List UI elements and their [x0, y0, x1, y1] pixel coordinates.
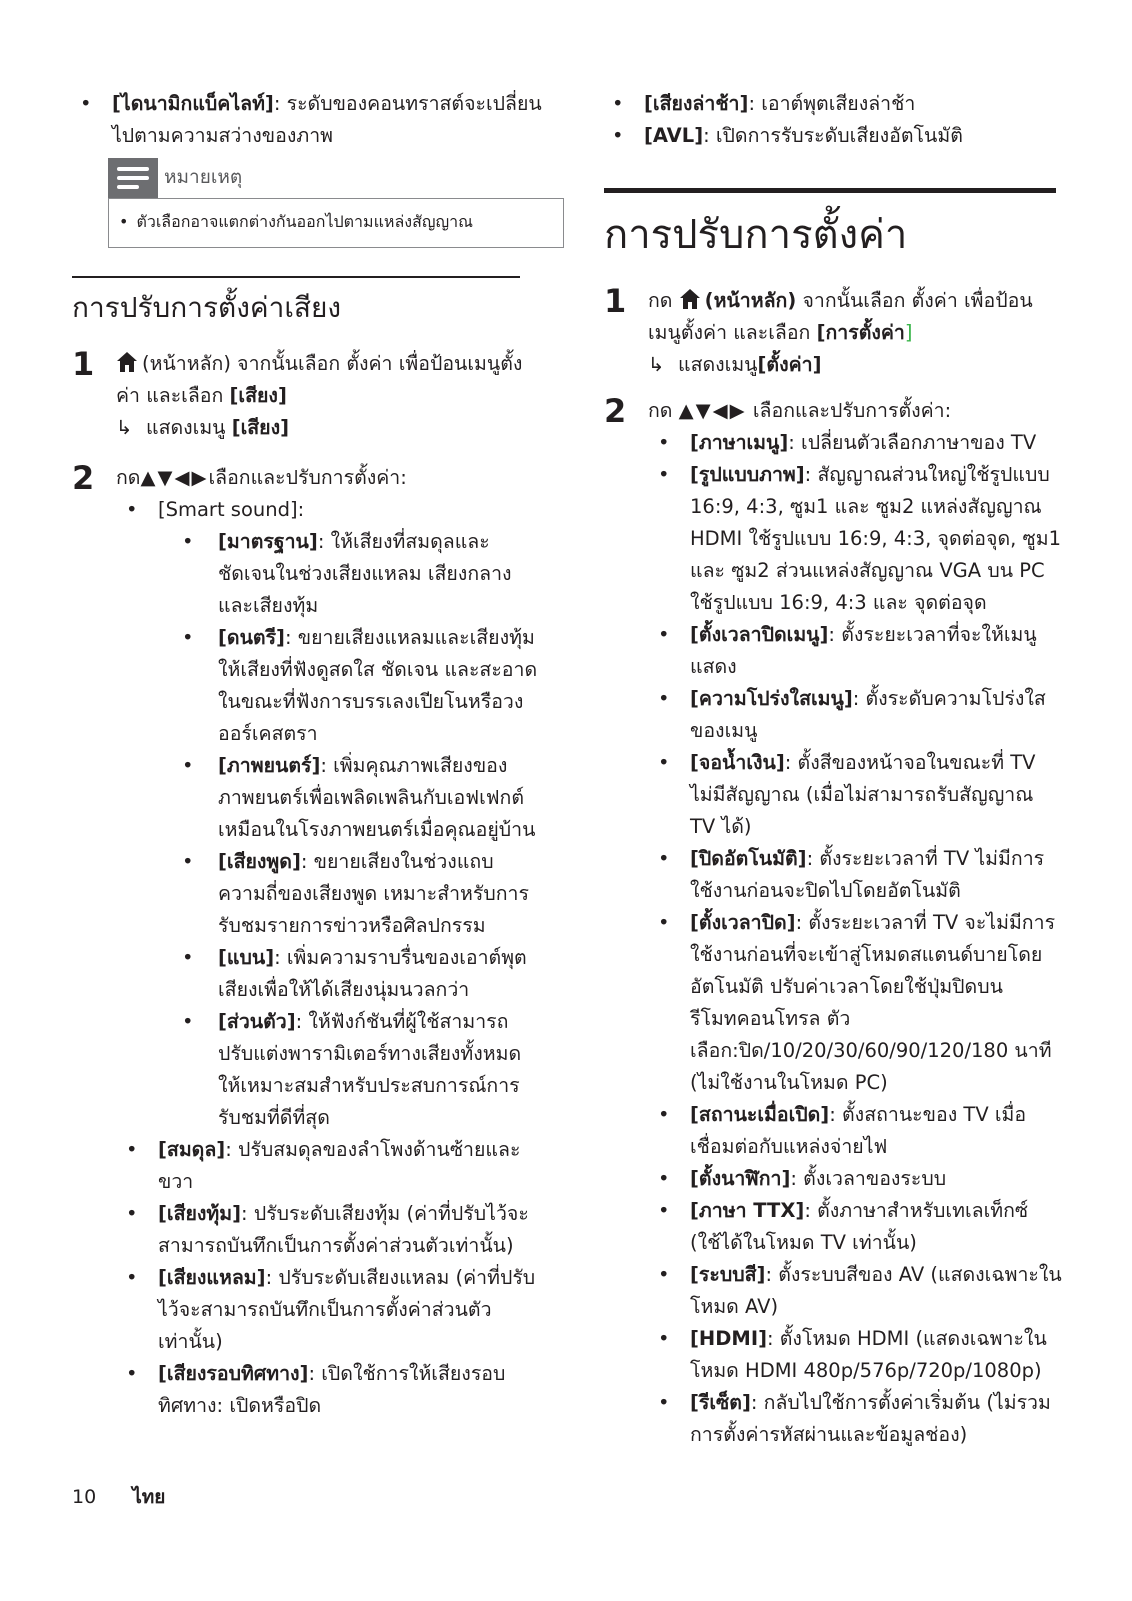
list-item: • [ความโปร่งใสเมนู]: ตั้งระดับความโปร่งใสของเมนู [650, 683, 1064, 747]
step-body: กด (หน้าหลัก) จากนั้นเลือก ตั้งค่า เพื่อป้อนเมนูตั้งค่า และเลือก [การตั้งค่า] [648, 289, 1033, 344]
list-item: • [ตั้งนาฬิกา]: ตั้งเวลาของระบบ [650, 1163, 1064, 1195]
list-item: • [ส่วนตัว]: ให้ฟังก์ชันที่ผู้ใช้สามารถปรับแต่งพารามิเตอร์ทางเสียงทั้งหมดให้เหมาะสมสำหรับประสบการณ์การรับชมที่ดีที่สุด [170, 1006, 542, 1134]
result-bold: [เสียง] [231, 416, 290, 439]
step-number: 2 [72, 459, 95, 497]
item-label: [Smart sound]: [158, 498, 305, 521]
step-number: 1 [604, 282, 627, 320]
item-label: [ไดนามิกแบ็คไลท์] [112, 92, 274, 115]
nav-arrows-icon: ▲▼◀▶ [140, 466, 209, 489]
page-number: 10 [72, 1486, 97, 1508]
sub-list [118, 494, 542, 1422]
step-body: กด ▲▼◀▶ เลือกและปรับการตั้งค่า: [648, 399, 952, 422]
note-content: • ตัวเลือกอาจแตกต่างกันออกไปตามแหล่งสัญญาณ [108, 198, 564, 248]
result-arrow-icon: ↳ [648, 353, 665, 376]
list-item: • [เสียงแหลม]: ปรับระดับเสียงแหลม (ค่าที่ปรับไว้จะสามารถบันทึกเป็นการตั้งค่าส่วนตัวเท่านั้น) [118, 1262, 542, 1358]
note-text: ตัวเลือกอาจแตกต่างกันออกไปตามแหล่งสัญญาณ [136, 212, 473, 231]
step-bold: [เสียง] [229, 384, 287, 407]
section-divider [604, 188, 1056, 193]
section-heading-sound: การปรับการตั้งค่าเสียง [72, 291, 342, 324]
smart-sound-list [170, 526, 542, 1134]
result-text: แสดงเมนู [146, 416, 232, 439]
section-divider [72, 276, 520, 278]
step-result: ↳ แสดงเมนู[ตั้งค่า] [648, 349, 1064, 381]
list-item: • [ระบบสี]: ตั้งระบบสีของ AV (แสดงเฉพาะในโหมด AV) [650, 1259, 1064, 1323]
step-number: 2 [604, 392, 627, 430]
note-title: หมายเหตุ [164, 166, 243, 188]
item-text: : ระดับของคอนทราสต์จะเปลี่ยนไปตามความสว่างของภาพ [112, 92, 542, 147]
step-2 [72, 459, 542, 497]
home-icon [679, 288, 701, 310]
list-item: • [ตั้งเวลาปิด]: ตั้งระยะเวลาที่ TV จะไม่มีการใช้งานก่อนที่จะเข้าสู่โหมดสแตนด์บายโดยอัตโนมัติ ปรับค่าเวลาโดยใช้ปุ่มปิดบนรีโมทคอนโทรล ตัวเลือก:ปิด/10/20/30/60/90/120/180 นาที (ไม่ใช้งานในโหมด PC) [650, 907, 1064, 1099]
list-item: • [เสียงรอบทิศทาง]: เปิดใช้การให้เสียงรอบทิศทาง: เปิดหรือปิด [118, 1358, 542, 1422]
list-item: • [สมดุล]: ปรับสมดุลของลำโพงด้านซ้ายและขวา [118, 1134, 542, 1198]
list-item: • [ปิดอัตโนมัติ]: ตั้งระยะเวลาที่ TV ไม่มีการใช้งานก่อนจะปิดไปโดยอัตโนมัติ [650, 843, 1064, 907]
note-icon [108, 158, 158, 198]
step-number: 1 [72, 345, 95, 383]
list-item: • [เสียงทุ้ม]: ปรับระดับเสียงทุ้ม (ค่าที่ปรับไว้จะสามารถบันทึกเป็นการตั้งค่าส่วนตัวเท่านั้น) [118, 1198, 542, 1262]
list-item: • [มาตรฐาน]: ให้เสียงที่สมดุลและชัดเจนในช่วงเสียงแหลม เสียงกลาง และเสียงทุ้ม [170, 526, 542, 622]
note-box [108, 158, 564, 248]
list-item: • [ภาษาเมนู]: เปลี่ยนตัวเลือกภาษาของ TV [650, 427, 1064, 459]
list-item: • [แบน]: เพิ่มความราบรื่นของเอาต์พุตเสียงเพื่อให้ได้เสียงนุ่มนวลกว่า [170, 942, 542, 1006]
list-item: • [จอน้ำเงิน]: ตั้งสีของหน้าจอในขณะที่ TV ไม่มีสัญญาณ (เมื่อไม่สามารถรับสัญญาณ TV ได้) [650, 747, 1064, 843]
list-item: • [สถานะเมื่อเปิด]: ตั้งสถานะของ TV เมื่อเชื่อมต่อกับแหล่งจ่ายไฟ [650, 1099, 1064, 1163]
list-item: • [ภาษา TTX]: ตั้งภาษาสำหรับเทเลเท็กซ์ (ใช้ได้ในโหมด TV เท่านั้น) [650, 1195, 1064, 1259]
note-header [108, 158, 564, 198]
step-2 [604, 392, 1064, 430]
bullet-smart-sound [118, 494, 542, 526]
list-item: • [เสียงล่าช้า]: เอาต์พุตเสียงล่าช้า [604, 88, 1064, 120]
list-item: • [AVL]: เปิดการรับระดับเสียงอัตโนมัติ [604, 120, 1064, 152]
step-body [116, 462, 542, 494]
step-1 [604, 282, 1064, 381]
left-column [72, 88, 542, 1422]
settings-list [650, 427, 1064, 1451]
step-text: กด [116, 466, 141, 489]
step-1 [72, 345, 542, 444]
list-item: • [HDMI]: ตั้งโหมด HDMI (แสดงเฉพาะในโหมด HDMI 480p/576p/720p/1080p) [650, 1323, 1064, 1387]
home-icon [116, 351, 138, 373]
list-item: • [ดนตรี]: ขยายเสียงแหลมและเสียงทุ้ม ให้เสียงที่ฟังดูสดใส ชัดเจน และสะอาดในขณะที่ฟังการบรรเลงเปียโนหรือวงออร์เคสตรา [170, 622, 542, 750]
list-item: • [เสียงพูด]: ขยายเสียงในช่วงแถบความถี่ของเสียงพูด เหมาะสำหรับการรับชมรายการข่าวหรือศิลปกรรม [170, 846, 542, 942]
list-item: • [ตั้งเวลาปิดเมนู]: ตั้งระยะเวลาที่จะให้เมนูแสดง [650, 619, 1064, 683]
nav-arrows-icon: ▲▼◀▶ [678, 399, 747, 422]
right-column [604, 88, 1064, 1451]
page-language: ไทย [132, 1486, 166, 1508]
section-heading-settings: การปรับการตั้งค่า [604, 212, 908, 258]
step-text: (หน้าหลัก) จากนั้นเลือก ตั้งค่า เพื่อป้อนเมนูตั้งค่า และเลือก [116, 352, 523, 407]
bullet-dynamic-backlight [72, 88, 542, 152]
step-text: เลือกและปรับการตั้งค่า: [208, 466, 407, 489]
list-item: • [รีเซ็ต]: กลับไปใช้การตั้งค่าเริ่มต้น (ไม่รวมการตั้งค่ารหัสผ่านและข้อมูลช่อง) [650, 1387, 1064, 1451]
step-result [116, 412, 542, 444]
step-body [116, 348, 542, 412]
list-item: • [ภาพยนตร์]: เพิ่มคุณภาพเสียงของภาพยนตร์เพื่อเพลิดเพลินกับเอฟเฟกต์เหมือนในโรงภาพยนตร์เมื่อคุณอยู่บ้าน [170, 750, 542, 846]
result-arrow-icon: ↳ [116, 416, 133, 439]
page-footer [72, 1482, 165, 1512]
list-item: • [รูปแบบภาพ]: สัญญาณส่วนใหญ่ใช้รูปแบบ 16:9, 4:3, ซูม1 และ ซูม2 แหล่งสัญญาณ HDMI ใช้รูปแบบ 16:9, 4:3, จุดต่อจุด, ซูม1 และ ซูม2 ส่วนแหล่งสัญญาณ VGA บน PC ใช้รูปแบบ 16:9, 4:3 และ จุดต่อจุด [650, 459, 1064, 619]
